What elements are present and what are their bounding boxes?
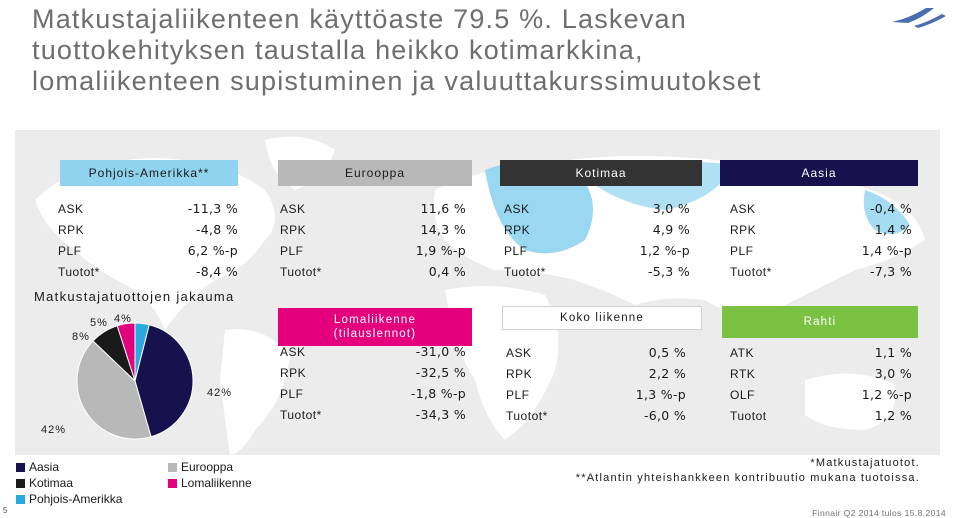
stat-value: 1,4 %	[874, 222, 912, 237]
stat-key: RPK	[730, 222, 757, 237]
legend-label: Pohjois-Amerikka	[29, 492, 123, 506]
stat-row	[280, 261, 466, 282]
pie-legend-col1	[16, 459, 122, 507]
slide-title	[32, 4, 872, 97]
stat-value: -11,3 %	[187, 201, 238, 216]
stats-europe	[280, 198, 466, 282]
header-leisure-line2: (tilauslennot)	[333, 328, 417, 340]
stat-value: 3,0 %	[874, 366, 912, 381]
legend-swatch	[16, 463, 25, 472]
header-total-label: Koko liikenne	[559, 312, 644, 324]
header-europe	[278, 160, 472, 186]
stat-value: 1,4 %-p	[861, 243, 912, 258]
legend-swatch	[168, 479, 177, 488]
stat-key: OLF	[730, 387, 755, 402]
stat-row	[280, 240, 466, 261]
header-north-america-label: Pohjois-Amerikka**	[88, 166, 210, 180]
stat-key: RPK	[504, 222, 531, 237]
stat-key: PLF	[506, 387, 530, 402]
stat-row	[730, 219, 912, 240]
stat-row	[504, 219, 690, 240]
footnotes	[540, 456, 920, 486]
stat-row	[58, 219, 238, 240]
pie-label-pohjois-amerikka: 4%	[114, 313, 132, 325]
stat-key: ASK	[506, 345, 532, 360]
stat-value: 1,2 %-p	[639, 243, 690, 258]
footer-text: Finnair Q2 2014 tulos 15.8.2014	[812, 508, 946, 518]
stat-row	[504, 240, 690, 261]
stat-value: 1,2 %-p	[861, 387, 912, 402]
stat-key: PLF	[58, 243, 82, 258]
stat-value: -8,4 %	[195, 264, 238, 279]
stat-row	[280, 383, 466, 404]
stat-value: -6,0 %	[643, 408, 686, 423]
stat-row	[730, 198, 912, 219]
legend-item-pohjois-amerikka	[16, 491, 122, 507]
header-domestic	[500, 160, 702, 186]
stat-key: ASK	[504, 201, 530, 216]
stat-key: Tuotot*	[730, 264, 772, 279]
title-line-1: Matkustajaliikenteen käyttöaste 79.5 %. Laskevan	[32, 4, 687, 34]
stat-key: PLF	[730, 243, 754, 258]
stat-value: 2,2 %	[648, 366, 686, 381]
stats-north-america	[58, 198, 238, 282]
pie-label-aasia: 42%	[207, 387, 233, 399]
stat-value: -0,4 %	[869, 201, 912, 216]
stat-value: -34,3 %	[415, 407, 466, 422]
stat-row	[730, 384, 912, 405]
stat-row	[58, 261, 238, 282]
legend-label: Kotimaa	[29, 476, 74, 490]
stat-value: -4,8 %	[195, 222, 238, 237]
stat-row	[506, 405, 686, 426]
page-number: 5	[3, 506, 8, 515]
stat-row	[730, 342, 912, 363]
header-leisure-line1: Lomaliikenne	[333, 314, 417, 326]
stat-key: Tuotot*	[58, 264, 100, 279]
stat-value: -31,0 %	[415, 344, 466, 359]
stat-key: Tuotot*	[506, 408, 548, 423]
stat-value: 14,3 %	[420, 222, 466, 237]
stat-key: PLF	[280, 386, 304, 401]
legend-label: Aasia	[29, 460, 60, 474]
stat-value: 1,1 %	[874, 345, 912, 360]
stat-row	[280, 404, 466, 425]
finnair-logo-icon	[888, 4, 948, 32]
stat-key: Tuotot*	[504, 264, 546, 279]
stat-key: RTK	[730, 366, 756, 381]
stat-value: 1,2 %	[874, 408, 912, 423]
stat-key: RPK	[280, 222, 307, 237]
legend-item-kotimaa	[16, 475, 122, 491]
stat-key: Tuotot*	[280, 264, 322, 279]
stat-value: 0,5 %	[648, 345, 686, 360]
stat-key: ASK	[730, 201, 756, 216]
stat-row	[506, 384, 686, 405]
pie-label-lomaliikenne: 5%	[90, 317, 108, 329]
stat-row	[280, 219, 466, 240]
stat-key: Tuotot*	[280, 407, 322, 422]
stat-row	[58, 198, 238, 219]
pie-chart-title: Matkustajatuottojen jakauma	[34, 289, 235, 304]
header-europe-label: Eurooppa	[344, 166, 406, 180]
header-domestic-label: Kotimaa	[575, 166, 627, 180]
stat-key: ASK	[58, 201, 84, 216]
stat-key: Tuotot	[730, 408, 767, 423]
stat-value: 6,2 %-p	[187, 243, 238, 258]
stat-row	[504, 261, 690, 282]
pie-label-kotimaa: 8%	[72, 331, 90, 343]
header-cargo-label: Rahti	[803, 316, 837, 328]
header-cargo	[722, 306, 918, 338]
stats-total	[506, 342, 686, 426]
stat-key: PLF	[504, 243, 528, 258]
stat-row	[730, 261, 912, 282]
stat-row	[58, 240, 238, 261]
stat-value: 0,4 %	[428, 264, 466, 279]
header-asia	[720, 160, 918, 186]
stat-row	[506, 342, 686, 363]
stat-row	[280, 362, 466, 383]
stat-row	[730, 240, 912, 261]
stat-key: PLF	[280, 243, 304, 258]
stat-value: 1,9 %-p	[415, 243, 466, 258]
stat-key: RPK	[280, 365, 307, 380]
stat-key: RPK	[58, 222, 85, 237]
legend-swatch	[16, 495, 25, 504]
stat-row	[730, 405, 912, 426]
stat-value: -1,8 %-p	[410, 386, 466, 401]
legend-item-eurooppa	[168, 459, 252, 475]
pie-legend-col2	[168, 459, 252, 491]
header-north-america	[60, 160, 238, 186]
stat-key: ATK	[730, 345, 754, 360]
legend-item-aasia	[16, 459, 122, 475]
stat-key: RPK	[506, 366, 533, 381]
stat-row	[280, 341, 466, 362]
legend-label: Eurooppa	[181, 460, 234, 474]
stat-value: 3,0 %	[652, 201, 690, 216]
stat-value: -5,3 %	[647, 264, 690, 279]
stat-value: 11,6 %	[420, 201, 466, 216]
stat-value: -32,5 %	[415, 365, 466, 380]
stat-row	[730, 363, 912, 384]
stat-value: 1,3 %-p	[635, 387, 686, 402]
footnote-1: *Matkustajatuotot.	[810, 457, 920, 469]
stat-key: ASK	[280, 201, 306, 216]
stat-row	[280, 198, 466, 219]
title-line-3: lomaliikenteen supistuminen ja valuuttakurssimuutokset	[32, 66, 762, 96]
stats-domestic	[504, 198, 690, 282]
header-asia-label: Aasia	[801, 166, 837, 180]
pie-label-eurooppa: 42%	[41, 424, 67, 436]
header-total	[502, 306, 702, 330]
footnote-2: **Atlantin yhteishankkeen kontribuutio mukana tuotoissa.	[575, 472, 920, 484]
legend-swatch	[16, 479, 25, 488]
legend-item-lomaliikenne	[168, 475, 252, 491]
stat-value: -7,3 %	[869, 264, 912, 279]
stats-cargo	[730, 342, 912, 426]
stats-leisure	[280, 341, 466, 425]
legend-swatch	[168, 463, 177, 472]
title-line-2: tuottokehityksen taustalla heikko kotimarkkina,	[32, 35, 644, 65]
stat-row	[504, 198, 690, 219]
stat-value: 4,9 %	[652, 222, 690, 237]
legend-label: Lomaliikenne	[181, 476, 252, 490]
stat-row	[506, 363, 686, 384]
stats-asia	[730, 198, 912, 282]
stat-key: ASK	[280, 344, 306, 359]
